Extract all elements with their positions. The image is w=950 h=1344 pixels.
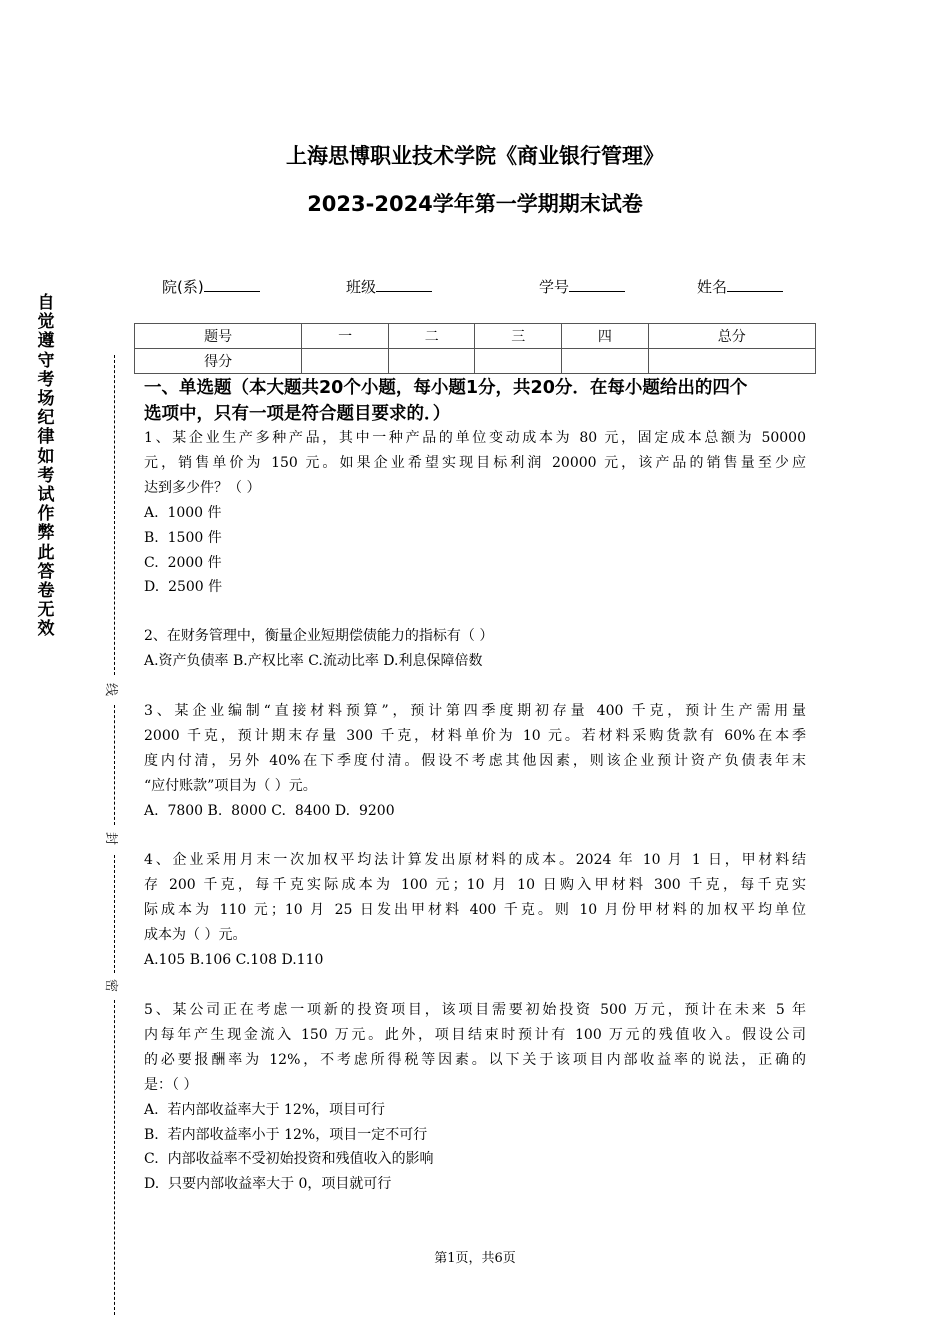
binding-label-secret: 密 xyxy=(103,978,119,993)
question-1-option: B. 1500 件 xyxy=(144,529,222,546)
question-2-option: A.资产负债率 B.产权比率 C.流动比率 D.利息保障倍数 xyxy=(144,652,483,669)
score-cell xyxy=(562,349,649,374)
question-1-option: C. 2000 件 xyxy=(144,554,222,571)
score-row xyxy=(135,349,816,374)
question-4-text: 成本为（ ）元。 xyxy=(144,926,247,943)
question-4-text: 际成本为 110 元；10 月 25 日发出甲材料 400 千克。则 10 月份甲材料的加权平均单位 xyxy=(144,901,806,918)
name-label: 姓名 xyxy=(697,278,728,296)
score-cell xyxy=(475,349,562,374)
score-cell xyxy=(648,349,815,374)
question-5-option: B. 若内部收益率小于 12%，项目一定不可行 xyxy=(144,1126,428,1143)
score-table xyxy=(134,323,816,374)
question-5-option: A. 若内部收益率大于 12%，项目可行 xyxy=(144,1101,386,1118)
header-cell: 题号 xyxy=(135,324,302,349)
class-label: 班级 xyxy=(346,278,377,296)
header-cell: 二 xyxy=(388,324,475,349)
score-table-header xyxy=(135,324,816,349)
binding-line xyxy=(114,1000,115,1315)
binding-line xyxy=(114,355,115,675)
student-id-label: 学号 xyxy=(539,278,570,296)
question-5-option: D. 只要内部收益率大于 0，项目就可行 xyxy=(144,1176,392,1193)
exam-discipline-notice: 自觉遵守考场纪律如考试作弊此答卷无效 xyxy=(37,293,55,640)
student-id-blank xyxy=(569,277,625,292)
exam-title: 上海思博职业技术学院《商业银行管理》 xyxy=(286,144,664,168)
question-5-text: 5、某公司正在考虑一项新的投资项目，该项目需要初始投资 500 万元，预计在未来 5 年 xyxy=(144,1002,806,1018)
question-5-text: 内每年产生现金流入 150 万元。此外，项目结束时预计有 100 万元的残值收入。假设公司 xyxy=(144,1026,806,1043)
binding-label-line: 线 xyxy=(103,682,119,697)
exam-subtitle: 2023-2024学年第一学期期末试卷 xyxy=(307,192,643,216)
question-3-text: 2000 千克，预计期末存量 300 千克，材料单价为 10 元。若材料采购货款有 60%在本季 xyxy=(144,727,806,744)
name-blank xyxy=(727,277,783,292)
question-1-option: A. 1000 件 xyxy=(144,504,222,521)
score-cell xyxy=(388,349,475,374)
question-5-option: C. 内部收益率不受初始投资和残值收入的影响 xyxy=(144,1151,434,1168)
score-cell xyxy=(302,349,389,374)
question-1-text: 1、某企业生产多种产品，其中一种产品的单位变动成本为 80 元，固定成本总额为 50000 xyxy=(144,430,806,446)
header-cell: 四 xyxy=(562,324,649,349)
header-cell: 总分 xyxy=(648,324,815,349)
name-field xyxy=(697,276,783,297)
question-4-option: A.105 B.106 C.108 D.110 xyxy=(144,951,324,968)
class-blank xyxy=(376,277,432,292)
dept-label: 院(系) xyxy=(162,278,204,296)
section-heading: 一、单选题（本大题共20个小题，每小题1分，共20分．在每小题给出的四个 xyxy=(144,378,748,398)
question-5-text: 是：（ ） xyxy=(144,1076,198,1093)
question-4-text: 4、企业采用月末一次加权平均法计算发出原材料的成本。2024 年 10 月 1 日，甲材料结 xyxy=(144,852,806,868)
question-1-text: 达到多少件？（ ） xyxy=(144,479,261,496)
class-field xyxy=(346,276,432,297)
question-5-text: 的必要报酬率为 12%，不考虑所得税等因素。以下关于该项目内部收益率的说法，正确的 xyxy=(144,1051,806,1068)
dept-blank xyxy=(204,277,260,292)
score-label: 得分 xyxy=(135,349,302,374)
question-1-text: 元，销售单价为 150 元。如果企业希望实现目标利润 20000 元，该产品的销售量至少应 xyxy=(144,454,806,471)
question-3-text: “应付账款”项目为（ ）元。 xyxy=(144,777,317,794)
question-2-text: 2、在财务管理中，衡量企业短期偿债能力的指标有（ ） xyxy=(144,628,494,644)
question-4-text: 存 200 千克，每千克实际成本为 100 元；10 月 10 日购入甲材料 300 千克，每千克实 xyxy=(144,876,806,893)
student-id-field xyxy=(539,276,625,297)
binding-label-seal: 封 xyxy=(103,831,119,846)
binding-line xyxy=(114,705,115,825)
binding-line xyxy=(114,855,115,973)
section-heading-cont: 选项中，只有一项是符合题目要求的．） xyxy=(144,404,451,424)
page-footer: 第1页，共6页 xyxy=(434,1251,516,1266)
question-3-text: 度内付清，另外 40%在下季度付清。假设不考虑其他因素，则该企业预计资产负债表年末 xyxy=(144,752,806,769)
dept-field xyxy=(162,276,260,297)
question-3-option: A. 7800 B. 8000 C. 8400 D. 9200 xyxy=(144,802,395,819)
question-1-option: D. 2500 件 xyxy=(144,579,223,596)
header-cell: 三 xyxy=(475,324,562,349)
header-cell: 一 xyxy=(302,324,389,349)
question-3-text: 3、某企业编制“直接材料预算”，预计第四季度期初存量 400 千克，预计生产需用量 xyxy=(144,703,806,719)
